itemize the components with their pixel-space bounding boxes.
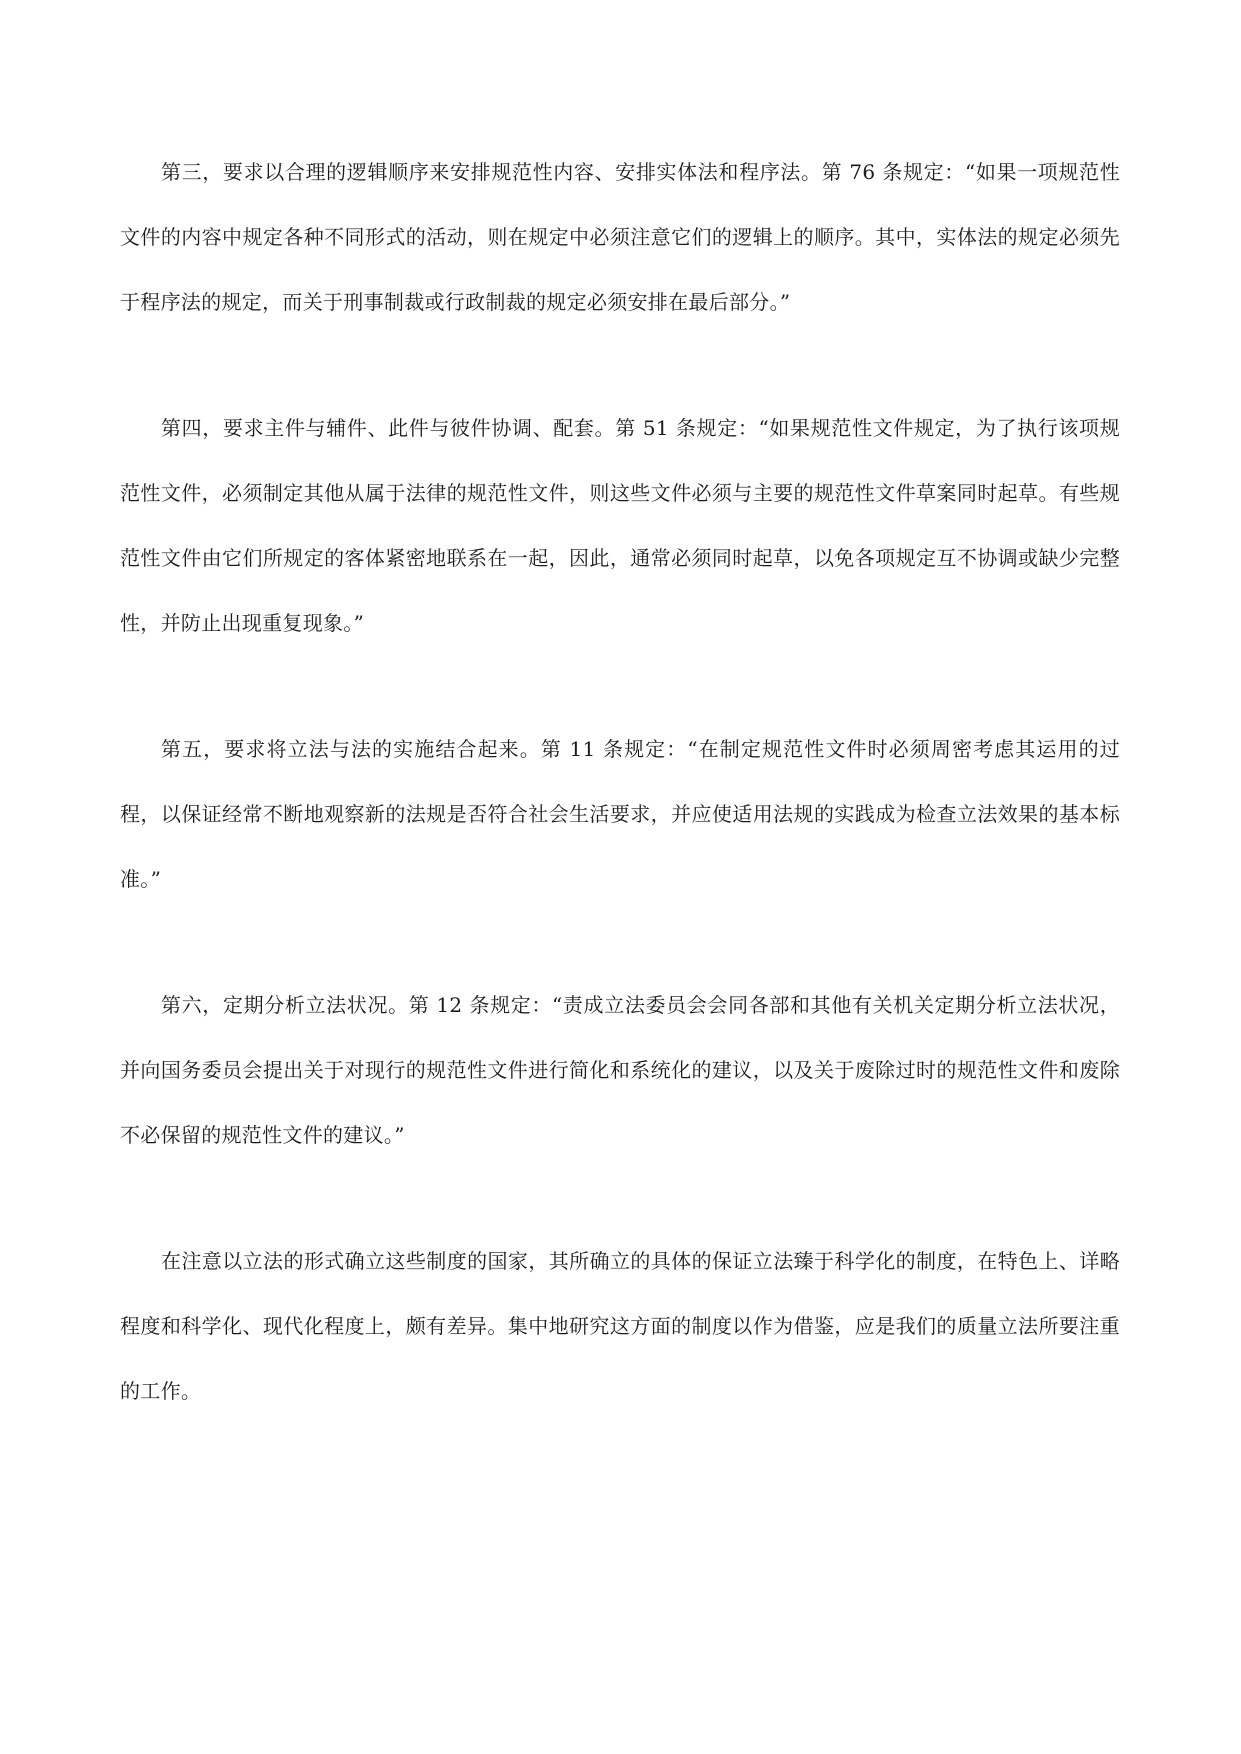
paragraph-fifth-requirement: 第五，要求将立法与法的实施结合起来。第 11 条规定：“在制定规范性文件时必须周密考虑其运用的过程，以保证经常不断地观察新的法规是否符合社会生活要求，并应使适用法规的实践成为检查立法效果的基本标准。” — [120, 737, 1120, 891]
document-body — [120, 140, 1120, 1485]
paragraph-conclusion: 在注意以立法的形式确立这些制度的国家，其所确立的具体的保证立法臻于科学化的制度，在特色上、详略程度和科学化、现代化程度上，颇有差异。集中地研究这方面的制度以作为借鉴，应是我们的质量立法所要注重的工作。 — [120, 1249, 1120, 1403]
paragraph-third-requirement: 第三，要求以合理的逻辑顺序来安排规范性内容、安排实体法和程序法。第 76 条规定：“如果一项规范性文件的内容中规定各种不同形式的活动，则在规定中必须注意它们的逻辑上的顺序。其中，实体法的规定必须先于程序法的规定，而关于刑事制裁或行政制裁的规定必须安排在最后部分。” — [120, 160, 1120, 314]
paragraph-sixth-requirement: 第六，定期分析立法状况。第 12 条规定：“责成立法委员会会同各部和其他有关机关定期分析立法状况，并向国务委员会提出关于对现行的规范性文件进行简化和系统化的建议，以及关于废除过时的规范性文件和废除不必保留的规范性文件的建议。” — [120, 993, 1120, 1147]
paragraph-fourth-requirement: 第四，要求主件与辅件、此件与彼件协调、配套。第 51 条规定：“如果规范性文件规定，为了执行该项规范性文件，必须制定其他从属于法律的规范性文件，则这些文件必须与主要的规范性文件草案同时起草。有些规范性文件由它们所规定的客体紧密地联系在一起，因此，通常必须同时起草，以免各项规定互不协调或缺少完整性，并防止出现重复现象。” — [120, 416, 1120, 635]
